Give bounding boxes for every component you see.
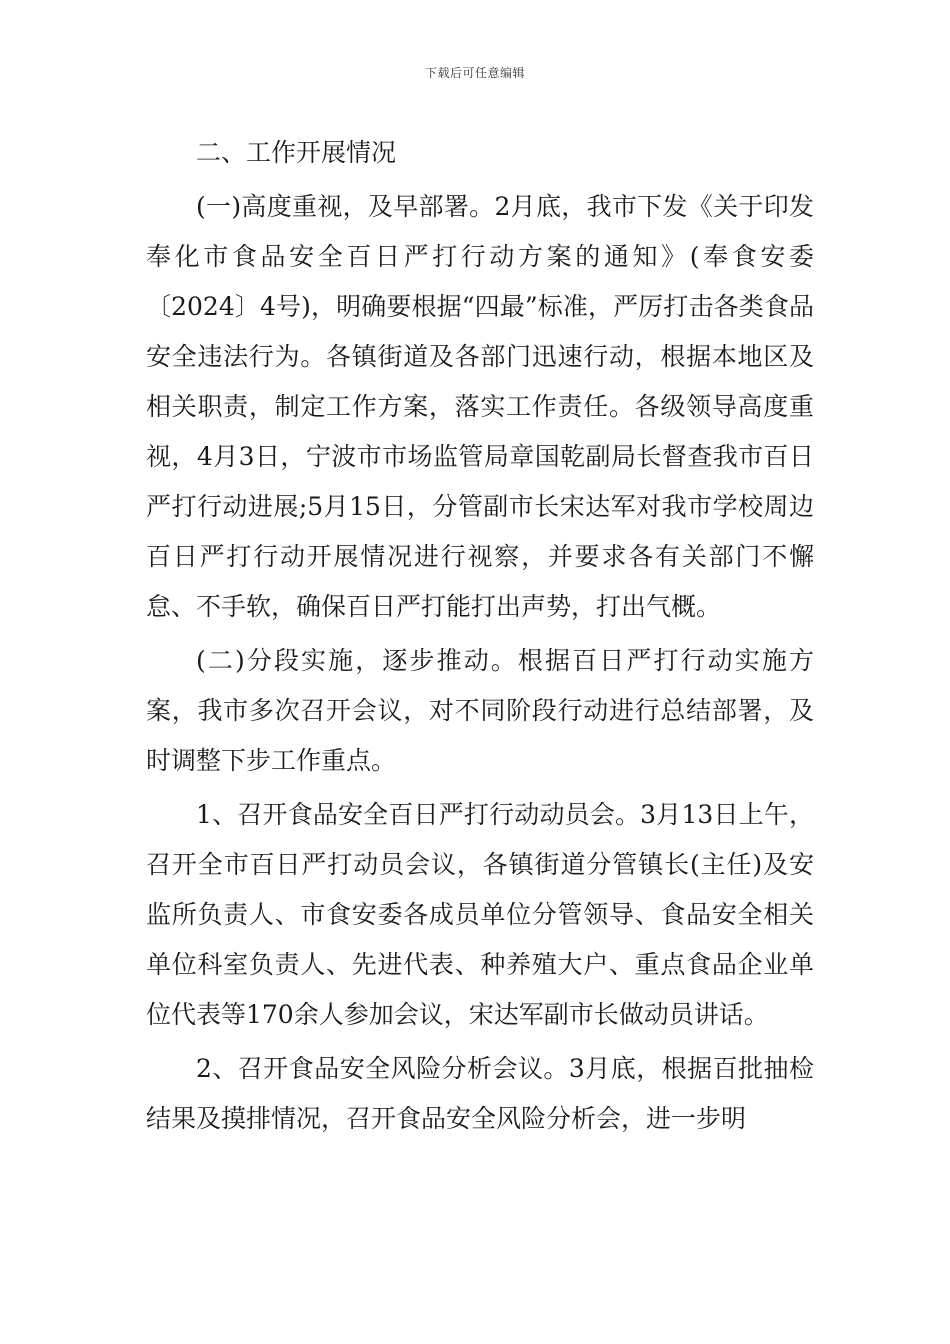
section-heading: 二、工作开展情况 — [196, 138, 397, 167]
paragraph-1: (一)高度重视，及早部署。2月底，我市下发《关于印发奉化市食品安全百日严打行动方案的通知》(奉食安委〔2024〕4号)，明确要根据“四最”标准，严厉打击各类食品安全违法行为。各镇街道及各部门迅速行动，根据本地区及相关职责，制定工作方案，落实工作责任。各级领导高度重视，4月3日，宁波市市场监管局章国乾副局长督查我市百日严打行动进展;5月15日，分管副市长宋达军对我市学校周边百日严打行动开展情况进行视察，并要求各有关部门不懈怠、不手软，确保百日严打能打出声势，打出气概。 — [146, 192, 814, 621]
paragraph-2: (二)分段实施，逐步推动。根据百日严打行动实施方案，我市多次召开会议，对不同阶段行动进行总结部署，及时调整下步工作重点。 — [146, 646, 814, 775]
document-body — [146, 128, 814, 1144]
header-note: 下载后可任意编辑 — [424, 66, 525, 80]
paragraph-4: 2、召开食品安全风险分析会议。3月底，根据百批抽检结果及摸排情况，召开食品安全风险分析会，进一步明 — [146, 1054, 814, 1133]
paragraph-3: 1、召开食品安全百日严打行动动员会。3月13日上午，召开全市百日严打动员会议，各镇街道分管镇长(主任)及安监所负责人、市食安委各成员单位分管领导、食品安全相关单位科室负责人、先进代表、种养殖大户、重点食品企业单位代表等170余人参加会议，宋达军副市长做动员讲话。 — [146, 800, 814, 1029]
